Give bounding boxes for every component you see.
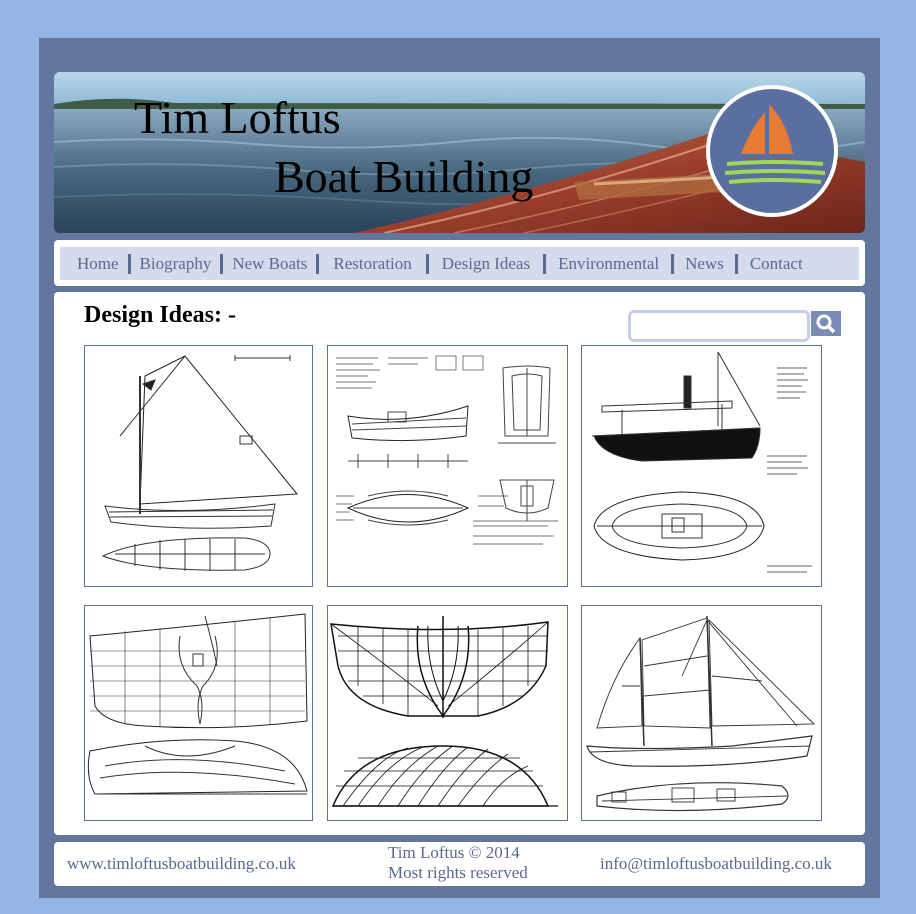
nav-new-boats[interactable]: New Boats: [223, 254, 319, 274]
nav-bar: [60, 247, 859, 280]
page-frame: [39, 38, 880, 898]
copyright-line1: Tim Loftus © 2014: [388, 843, 520, 862]
footer-email-link[interactable]: info@timloftusboatbuilding.co.uk: [600, 854, 832, 873]
gallery-image-steam-launch[interactable]: [581, 345, 822, 587]
site-title-line1: Tim Loftus: [134, 92, 341, 143]
nav-contact[interactable]: Contact: [749, 253, 803, 273]
main-nav: [54, 240, 865, 286]
page-title: Design Ideas: -: [84, 302, 237, 328]
nav-news[interactable]: News: [674, 254, 738, 274]
search-input[interactable]: [628, 310, 810, 342]
nav-home[interactable]: Home: [60, 254, 131, 274]
footer-website-link[interactable]: www.timloftusboatbuilding.co.uk: [67, 854, 296, 873]
nav-biography[interactable]: Biography: [131, 254, 224, 274]
gallery-image-hull-lines[interactable]: [84, 605, 313, 821]
footer-copyright: [388, 843, 528, 883]
nav-design-ideas[interactable]: Design Ideas: [429, 254, 546, 274]
boat-drawing-icon: [582, 346, 821, 586]
footer: [54, 842, 865, 886]
gallery-image-schooner[interactable]: [581, 605, 822, 821]
gallery-image-body-plan[interactable]: [327, 605, 568, 821]
search-button[interactable]: [811, 311, 841, 336]
boat-drawing-icon: [85, 346, 312, 586]
site-title-line2: Boat Building: [274, 151, 534, 202]
boat-drawing-icon: [328, 346, 567, 586]
search-icon: [811, 311, 841, 336]
gallery-image-construction-plan[interactable]: [327, 345, 568, 587]
sailboat-logo-icon: [705, 84, 839, 218]
boat-drawing-icon: [582, 606, 821, 820]
boat-drawing-icon: [328, 606, 567, 820]
nav-restoration[interactable]: Restoration: [319, 254, 428, 274]
copyright-line2: Most rights reserved: [388, 863, 528, 882]
boat-drawing-icon: [85, 606, 312, 820]
gallery-image-sailing-dinghy[interactable]: [84, 345, 313, 587]
main-content: [54, 292, 865, 835]
header-banner: [54, 72, 865, 233]
nav-environmental[interactable]: Environmental: [546, 254, 674, 274]
